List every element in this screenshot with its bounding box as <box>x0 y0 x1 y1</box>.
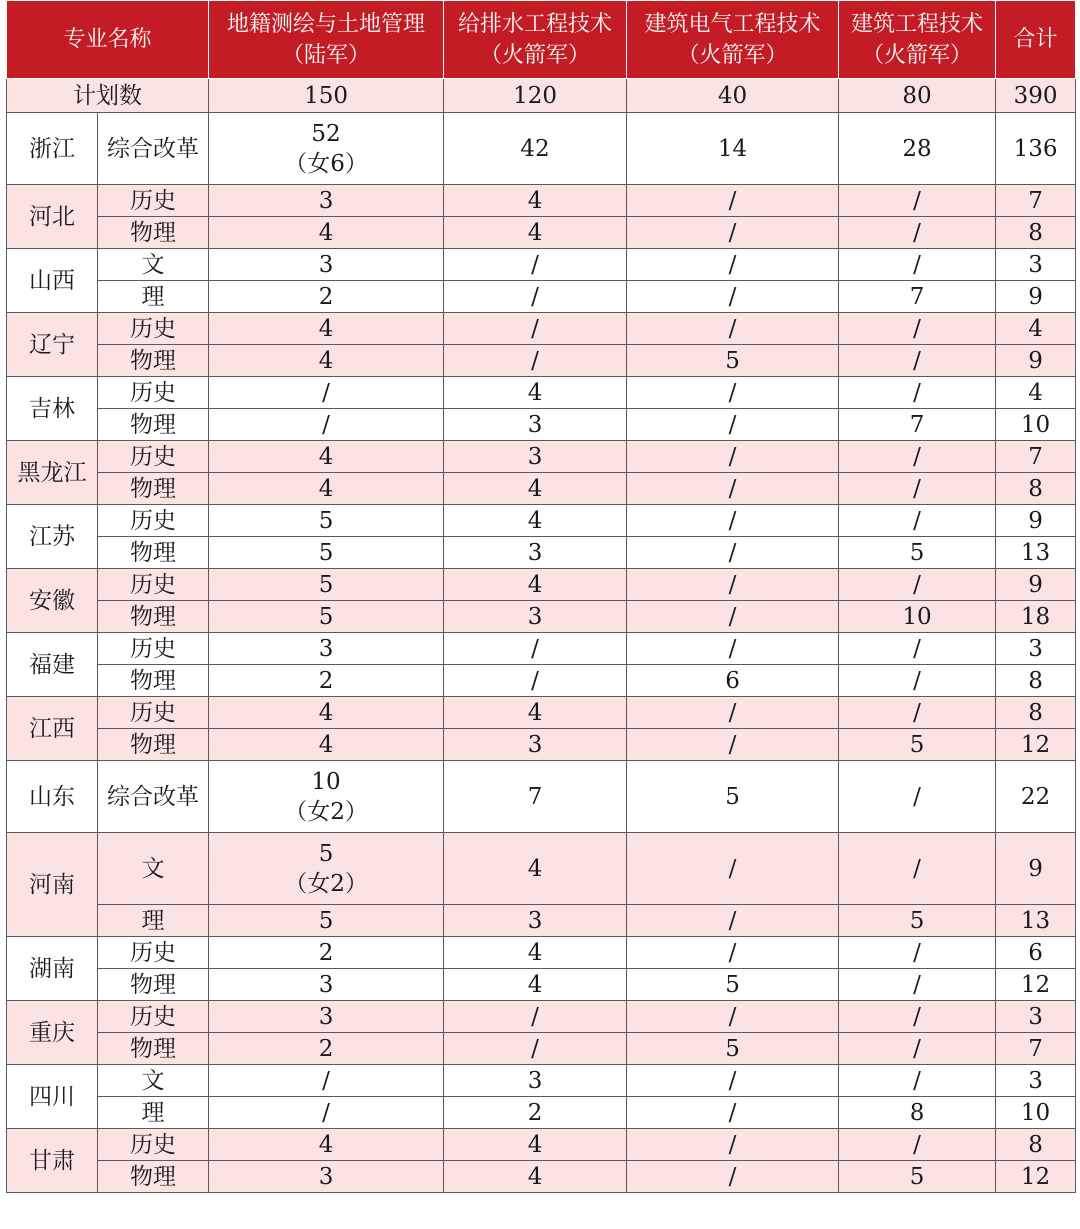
land-surveying-cell <box>209 937 444 969</box>
water-supply-cell: / <box>444 633 627 665</box>
province-name: 湖南 <box>7 937 98 1001</box>
subject-type: 理 <box>98 1097 209 1129</box>
table-row <box>7 441 1076 473</box>
row-total-cell: 3 <box>996 249 1076 281</box>
table-row <box>7 1065 1076 1097</box>
row-total-cell: 9 <box>996 281 1076 313</box>
water-supply-cell: 3 <box>444 905 627 937</box>
table-row <box>7 505 1076 537</box>
land-surveying-value: 4 <box>318 699 334 726</box>
building-engineering-cell: / <box>839 505 996 537</box>
row-total-cell: 7 <box>996 1033 1076 1065</box>
row-total-cell: 10 <box>996 1097 1076 1129</box>
province-name: 河北 <box>7 185 98 249</box>
subject-type: 历史 <box>98 697 209 729</box>
water-supply-cell: 3 <box>444 441 627 473</box>
table-row <box>7 761 1076 833</box>
table-body <box>7 79 1076 1193</box>
land-surveying-value: / <box>322 1067 330 1094</box>
building-engineering-cell: 5 <box>839 537 996 569</box>
subject-type: 物理 <box>98 537 209 569</box>
row-total-cell: 13 <box>996 905 1076 937</box>
row-total-cell: 3 <box>996 633 1076 665</box>
table-row <box>7 377 1076 409</box>
land-surveying-value: 3 <box>318 251 334 278</box>
land-surveying-value: 3 <box>318 187 334 214</box>
building-engineering-cell: 10 <box>839 601 996 633</box>
subject-type: 物理 <box>98 665 209 697</box>
subject-type: 物理 <box>98 473 209 505</box>
building-electrical-cell: / <box>627 185 839 217</box>
header-row <box>7 1 1076 79</box>
row-total-cell: 8 <box>996 1129 1076 1161</box>
building-electrical-cell: / <box>627 473 839 505</box>
land-surveying-cell <box>209 249 444 281</box>
water-supply-cell: 3 <box>444 1065 627 1097</box>
land-surveying-value: 3 <box>318 635 334 662</box>
row-total-cell: 8 <box>996 473 1076 505</box>
plan-value: 40 <box>627 79 839 113</box>
land-surveying-value: / <box>322 379 330 406</box>
building-engineering-cell: / <box>839 1065 996 1097</box>
land-surveying-value: 3 <box>318 1163 334 1190</box>
row-total-cell: 12 <box>996 729 1076 761</box>
row-total-cell: 8 <box>996 665 1076 697</box>
table-row <box>7 1001 1076 1033</box>
row-total-cell: 9 <box>996 345 1076 377</box>
province-name: 辽宁 <box>7 313 98 377</box>
land-surveying-cell <box>209 409 444 441</box>
land-surveying-cell <box>209 281 444 313</box>
land-surveying-cell <box>209 729 444 761</box>
water-supply-cell: 3 <box>444 729 627 761</box>
land-surveying-value: 5 <box>318 507 334 534</box>
province-name: 吉林 <box>7 377 98 441</box>
building-electrical-cell: / <box>627 377 839 409</box>
land-surveying-cell <box>209 833 444 905</box>
land-surveying-value: 4 <box>318 315 334 342</box>
row-total-cell: 9 <box>996 505 1076 537</box>
water-supply-cell: / <box>444 313 627 345</box>
building-engineering-cell: / <box>839 249 996 281</box>
water-supply-cell: / <box>444 345 627 377</box>
building-engineering-cell: / <box>839 185 996 217</box>
water-supply-cell: 4 <box>444 1161 627 1193</box>
enrollment-plan-table-wrapper <box>6 0 1075 1193</box>
province-name: 福建 <box>7 633 98 697</box>
subject-type: 历史 <box>98 1129 209 1161</box>
subject-type: 物理 <box>98 969 209 1001</box>
enrollment-plan-table <box>6 0 1076 1193</box>
water-supply-cell: 4 <box>444 473 627 505</box>
building-electrical-cell: 5 <box>627 969 839 1001</box>
land-surveying-cell <box>209 185 444 217</box>
table-row <box>7 601 1076 633</box>
subject-type: 文 <box>98 1065 209 1097</box>
row-total-cell: 3 <box>996 1001 1076 1033</box>
row-total-cell: 9 <box>996 569 1076 601</box>
row-total-cell: 22 <box>996 761 1076 833</box>
land-surveying-cell <box>209 761 444 833</box>
building-electrical-cell: / <box>627 249 839 281</box>
province-name: 重庆 <box>7 1001 98 1065</box>
row-total-cell: 4 <box>996 377 1076 409</box>
land-surveying-value: 3 <box>318 1003 334 1030</box>
building-engineering-cell: 5 <box>839 729 996 761</box>
row-total-cell: 18 <box>996 601 1076 633</box>
table-row <box>7 697 1076 729</box>
land-surveying-value: 4 <box>318 347 334 374</box>
table-row <box>7 345 1076 377</box>
land-surveying-value: 3 <box>318 971 334 998</box>
building-electrical-cell: / <box>627 505 839 537</box>
building-electrical-cell: / <box>627 1001 839 1033</box>
subject-type: 历史 <box>98 377 209 409</box>
subject-type: 物理 <box>98 217 209 249</box>
land-surveying-cell <box>209 217 444 249</box>
subject-type: 物理 <box>98 1033 209 1065</box>
land-surveying-cell <box>209 905 444 937</box>
province-name: 江西 <box>7 697 98 761</box>
land-surveying-cell <box>209 377 444 409</box>
land-surveying-value: 52 <box>311 120 341 147</box>
table-row <box>7 217 1076 249</box>
water-supply-cell: 3 <box>444 409 627 441</box>
land-surveying-cell <box>209 1129 444 1161</box>
land-surveying-value: 4 <box>318 443 334 470</box>
header-land-surveying: 地籍测绘与土地管理 （陆军） <box>209 1 444 79</box>
subject-type: 历史 <box>98 313 209 345</box>
subject-type: 文 <box>98 249 209 281</box>
row-total-cell: 13 <box>996 537 1076 569</box>
subject-type: 历史 <box>98 185 209 217</box>
table-row <box>7 969 1076 1001</box>
plan-value: 150 <box>209 79 444 113</box>
table-header <box>7 1 1076 79</box>
subject-type: 理 <box>98 281 209 313</box>
plan-value: 80 <box>839 79 996 113</box>
land-surveying-cell <box>209 345 444 377</box>
province-name: 浙江 <box>7 113 98 185</box>
land-surveying-cell <box>209 633 444 665</box>
row-total-cell: 7 <box>996 185 1076 217</box>
land-surveying-value: 5 <box>318 840 334 867</box>
building-engineering-cell: / <box>839 633 996 665</box>
subject-type: 历史 <box>98 1001 209 1033</box>
plan-label: 计划数 <box>7 79 209 113</box>
header-water-supply: 给排水工程技术 （火箭军） <box>444 1 627 79</box>
water-supply-cell: 4 <box>444 1129 627 1161</box>
building-electrical-cell: / <box>627 601 839 633</box>
water-supply-cell: 4 <box>444 969 627 1001</box>
building-engineering-cell: / <box>839 697 996 729</box>
building-engineering-cell: / <box>839 969 996 1001</box>
subject-type: 历史 <box>98 441 209 473</box>
building-electrical-cell: 5 <box>627 1033 839 1065</box>
table-row <box>7 249 1076 281</box>
building-engineering-cell: / <box>839 1033 996 1065</box>
table-row <box>7 1033 1076 1065</box>
land-surveying-cell <box>209 601 444 633</box>
row-total-cell: 7 <box>996 441 1076 473</box>
building-electrical-cell: / <box>627 537 839 569</box>
building-engineering-cell: / <box>839 313 996 345</box>
land-surveying-value: 4 <box>318 475 334 502</box>
province-name: 黑龙江 <box>7 441 98 505</box>
water-supply-cell: 42 <box>444 113 627 185</box>
building-engineering-cell: / <box>839 665 996 697</box>
plan-value: 120 <box>444 79 627 113</box>
province-name: 山东 <box>7 761 98 833</box>
female-quota-note: （女6） <box>284 150 368 177</box>
row-total-cell: 8 <box>996 697 1076 729</box>
water-supply-cell: 4 <box>444 505 627 537</box>
water-supply-cell: 4 <box>444 569 627 601</box>
land-surveying-value: 5 <box>318 571 334 598</box>
row-total-cell: 136 <box>996 113 1076 185</box>
row-total-cell: 8 <box>996 217 1076 249</box>
table-row <box>7 313 1076 345</box>
table-row <box>7 729 1076 761</box>
plan-total: 390 <box>996 79 1076 113</box>
building-engineering-cell: / <box>839 377 996 409</box>
building-electrical-cell: / <box>627 1065 839 1097</box>
land-surveying-cell <box>209 537 444 569</box>
water-supply-cell: 4 <box>444 833 627 905</box>
land-surveying-value: 10 <box>311 768 341 795</box>
subject-type: 历史 <box>98 633 209 665</box>
table-row <box>7 1129 1076 1161</box>
province-name: 江苏 <box>7 505 98 569</box>
building-engineering-cell: / <box>839 441 996 473</box>
land-surveying-value: 4 <box>318 731 334 758</box>
water-supply-cell: 3 <box>444 601 627 633</box>
row-total-cell: 10 <box>996 409 1076 441</box>
subject-type: 历史 <box>98 505 209 537</box>
building-electrical-cell: / <box>627 441 839 473</box>
subject-type: 历史 <box>98 569 209 601</box>
table-row <box>7 409 1076 441</box>
header-building-engineering: 建筑工程技术 （火箭军） <box>839 1 996 79</box>
table-row <box>7 905 1076 937</box>
building-engineering-cell: 8 <box>839 1097 996 1129</box>
land-surveying-cell <box>209 569 444 601</box>
land-surveying-cell <box>209 441 444 473</box>
building-engineering-cell: / <box>839 937 996 969</box>
water-supply-cell: 2 <box>444 1097 627 1129</box>
row-total-cell: 4 <box>996 313 1076 345</box>
water-supply-cell: 4 <box>444 185 627 217</box>
land-surveying-cell <box>209 1001 444 1033</box>
land-surveying-cell <box>209 1097 444 1129</box>
female-quota-note: （女2） <box>284 798 368 825</box>
land-surveying-value: 2 <box>318 283 334 310</box>
land-surveying-value: 5 <box>318 603 334 630</box>
land-surveying-cell <box>209 1161 444 1193</box>
table-row <box>7 473 1076 505</box>
table-row <box>7 281 1076 313</box>
building-electrical-cell: / <box>627 217 839 249</box>
water-supply-cell: / <box>444 1001 627 1033</box>
header-major-name: 专业名称 <box>7 1 209 79</box>
building-electrical-cell: / <box>627 833 839 905</box>
subject-type: 综合改革 <box>98 761 209 833</box>
building-electrical-cell: / <box>627 633 839 665</box>
building-engineering-cell: / <box>839 345 996 377</box>
subject-type: 物理 <box>98 409 209 441</box>
subject-type: 物理 <box>98 1161 209 1193</box>
building-engineering-cell: / <box>839 833 996 905</box>
water-supply-cell: 3 <box>444 537 627 569</box>
table-row <box>7 937 1076 969</box>
land-surveying-cell <box>209 1033 444 1065</box>
table-row <box>7 833 1076 905</box>
land-surveying-cell <box>209 697 444 729</box>
land-surveying-value: 4 <box>318 1131 334 1158</box>
table-row <box>7 1097 1076 1129</box>
building-engineering-cell: / <box>839 473 996 505</box>
subject-type: 理 <box>98 905 209 937</box>
building-electrical-cell: / <box>627 281 839 313</box>
building-electrical-cell: 6 <box>627 665 839 697</box>
building-engineering-cell: 7 <box>839 409 996 441</box>
land-surveying-value: 5 <box>318 907 334 934</box>
water-supply-cell: / <box>444 249 627 281</box>
row-total-cell: 12 <box>996 969 1076 1001</box>
water-supply-cell: / <box>444 1033 627 1065</box>
land-surveying-cell <box>209 1065 444 1097</box>
subject-type: 综合改革 <box>98 113 209 185</box>
land-surveying-cell <box>209 505 444 537</box>
province-name: 山西 <box>7 249 98 313</box>
building-electrical-cell: 14 <box>627 113 839 185</box>
building-engineering-cell: / <box>839 569 996 601</box>
building-electrical-cell: / <box>627 569 839 601</box>
building-electrical-cell: / <box>627 697 839 729</box>
province-name: 河南 <box>7 833 98 937</box>
building-electrical-cell: / <box>627 313 839 345</box>
subject-type: 文 <box>98 833 209 905</box>
subject-type: 物理 <box>98 601 209 633</box>
province-name: 四川 <box>7 1065 98 1129</box>
building-engineering-cell: 28 <box>839 113 996 185</box>
table-row <box>7 537 1076 569</box>
building-electrical-cell: / <box>627 409 839 441</box>
building-electrical-cell: / <box>627 1097 839 1129</box>
row-total-cell: 3 <box>996 1065 1076 1097</box>
land-surveying-cell <box>209 969 444 1001</box>
row-total-cell: 9 <box>996 833 1076 905</box>
table-row <box>7 665 1076 697</box>
header-building-electrical: 建筑电气工程技术 （火箭军） <box>627 1 839 79</box>
building-electrical-cell: 5 <box>627 345 839 377</box>
land-surveying-value: 4 <box>318 219 334 246</box>
province-name: 甘肃 <box>7 1129 98 1193</box>
table-row <box>7 633 1076 665</box>
building-engineering-cell: / <box>839 1001 996 1033</box>
table-row <box>7 569 1076 601</box>
table-row <box>7 1161 1076 1193</box>
header-total: 合计 <box>996 1 1076 79</box>
building-electrical-cell: / <box>627 729 839 761</box>
plan-row <box>7 79 1076 113</box>
table-row <box>7 185 1076 217</box>
water-supply-cell: 7 <box>444 761 627 833</box>
building-electrical-cell: / <box>627 905 839 937</box>
building-electrical-cell: 5 <box>627 761 839 833</box>
province-name: 安徽 <box>7 569 98 633</box>
row-total-cell: 6 <box>996 937 1076 969</box>
building-electrical-cell: / <box>627 1161 839 1193</box>
water-supply-cell: 4 <box>444 697 627 729</box>
land-surveying-value: 2 <box>318 939 334 966</box>
land-surveying-cell <box>209 473 444 505</box>
building-engineering-cell: 5 <box>839 1161 996 1193</box>
row-total-cell: 12 <box>996 1161 1076 1193</box>
building-engineering-cell: / <box>839 761 996 833</box>
building-electrical-cell: / <box>627 1129 839 1161</box>
building-electrical-cell: / <box>627 937 839 969</box>
building-engineering-cell: / <box>839 217 996 249</box>
building-engineering-cell: / <box>839 1129 996 1161</box>
subject-type: 历史 <box>98 937 209 969</box>
subject-type: 物理 <box>98 345 209 377</box>
land-surveying-value: 2 <box>318 1035 334 1062</box>
table-row <box>7 113 1076 185</box>
land-surveying-value: 2 <box>318 667 334 694</box>
building-engineering-cell: 5 <box>839 905 996 937</box>
land-surveying-value: / <box>322 1099 330 1126</box>
water-supply-cell: 4 <box>444 377 627 409</box>
water-supply-cell: 4 <box>444 217 627 249</box>
building-engineering-cell: 7 <box>839 281 996 313</box>
water-supply-cell: / <box>444 281 627 313</box>
water-supply-cell: / <box>444 665 627 697</box>
land-surveying-value: 5 <box>318 539 334 566</box>
land-surveying-value: / <box>322 411 330 438</box>
water-supply-cell: 4 <box>444 937 627 969</box>
female-quota-note: （女2） <box>284 870 368 897</box>
land-surveying-cell <box>209 665 444 697</box>
land-surveying-cell <box>209 113 444 185</box>
subject-type: 物理 <box>98 729 209 761</box>
land-surveying-cell <box>209 313 444 345</box>
